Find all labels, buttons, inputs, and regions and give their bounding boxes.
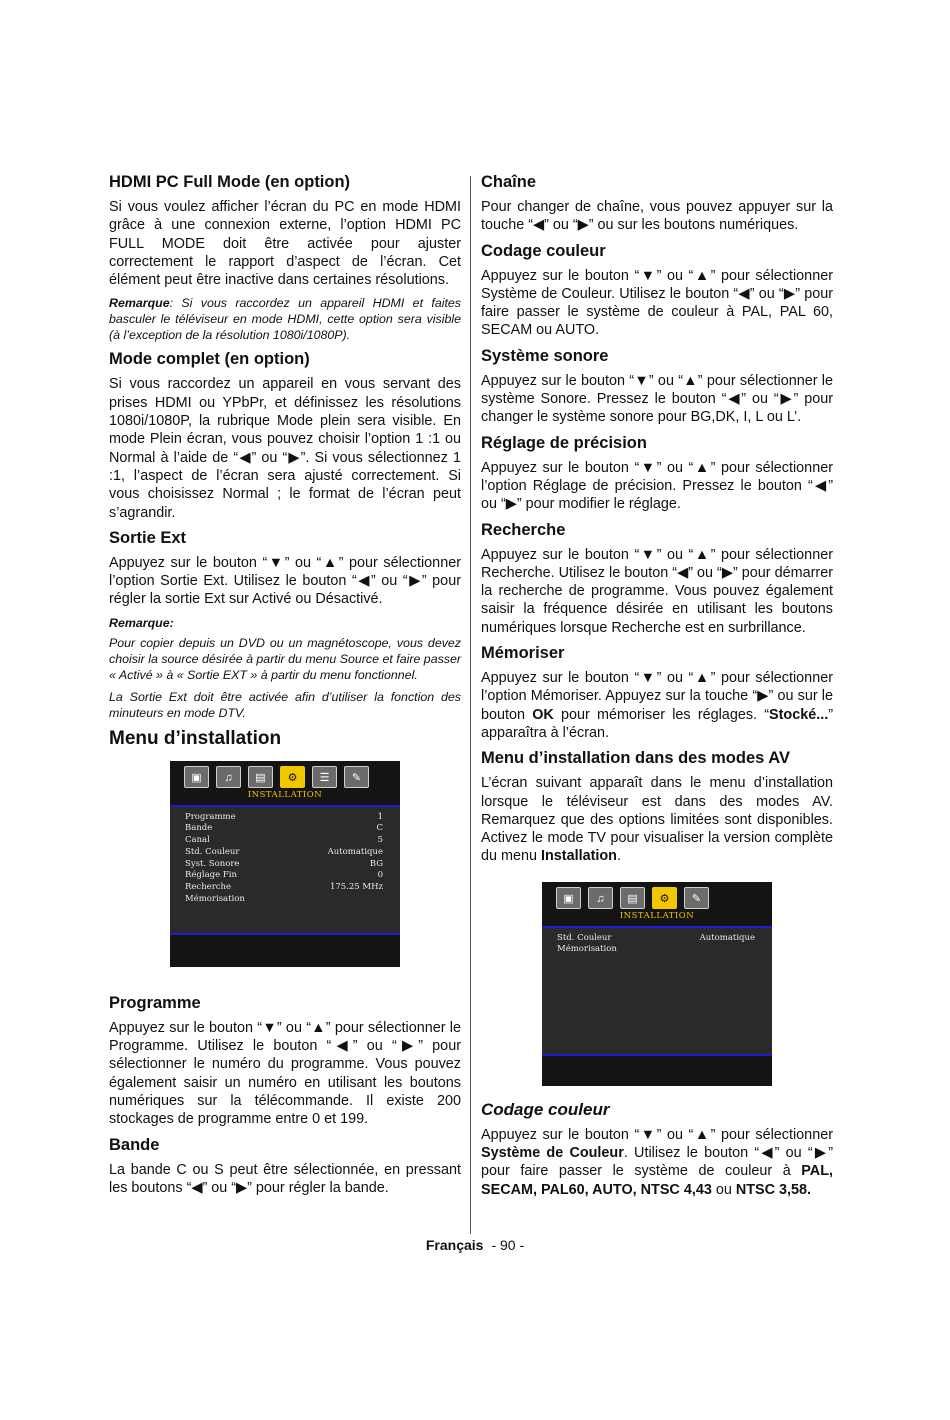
codage-couleur-av-text bbox=[481, 1126, 833, 1199]
codage-av-text-3: ou bbox=[711, 1181, 736, 1198]
programme-heading: Programme bbox=[109, 993, 201, 1012]
osd-row-label: Mémorisation bbox=[185, 893, 245, 904]
memoriser-text-3: ” apparaîtra à l’écran. bbox=[481, 706, 833, 741]
osd-menu-row bbox=[185, 835, 383, 847]
memoriser-text-2: pour mémoriser les réglages. “ bbox=[553, 706, 770, 723]
osd-menu-row bbox=[185, 847, 383, 859]
codage-couleur-av-heading: Codage couleur bbox=[481, 1099, 610, 1119]
osd-header bbox=[170, 761, 400, 805]
codage-couleur-text: Appuyez sur le bouton “▼” ou “▲” pour sélectionner Système de Couleur. Utilisez le bouton “◀” ou “▶” pour faire passer le système de couleur à PAL, PAL 60, SECAM ou AUTO. bbox=[481, 267, 833, 339]
reglage-precision-heading: Réglage de précision bbox=[481, 433, 647, 452]
osd-menu-row bbox=[557, 944, 755, 956]
sortie-ext-heading: Sortie Ext bbox=[109, 528, 187, 547]
osd-menu-row bbox=[185, 812, 383, 824]
codage-av-bold-3: NTSC 3,58. bbox=[735, 1181, 812, 1198]
osd-menu-row bbox=[557, 933, 755, 945]
osd-row-label: Canal bbox=[185, 835, 210, 846]
tv-icon: ▣ bbox=[556, 887, 581, 909]
hdmi-pc-full-mode-text: Si vous voulez afficher l’écran du PC en mode HDMI grâce à une connexion externe, l’option HDMI PC FULL MODE doit être activée pour ajuster correctement le rapport d’aspect de l’écran. Cet élément peut être inactive dans certaines résolutions. bbox=[109, 199, 461, 289]
osd-menu-row bbox=[185, 859, 383, 871]
menu-installation-heading: Menu d’installation bbox=[109, 727, 282, 749]
codage-couleur-heading: Codage couleur bbox=[481, 241, 606, 260]
sortie-note-2: La Sortie Ext doit être activée afin d’utiliser la fonction des minuteurs en mode DTV. bbox=[109, 689, 461, 720]
source-icon: ✎ bbox=[684, 887, 709, 909]
osd-separator-top bbox=[170, 805, 400, 807]
bande-text: La bande C ou S peut être sélectionnée, en pressant les boutons “◀” ou “▶” pour régler la bande. bbox=[109, 1161, 461, 1196]
osd-row-label: Programme bbox=[185, 811, 236, 822]
memoriser-ok: OK bbox=[532, 706, 554, 723]
osd-row-label: Mémorisation bbox=[557, 944, 617, 955]
osd-row-value: 1 bbox=[377, 811, 383, 822]
osd-menu-row bbox=[185, 870, 383, 882]
av-menu-heading: Menu d’installation dans des modes AV bbox=[481, 749, 790, 768]
osd-menu-row bbox=[185, 882, 383, 894]
music-icon: ♫ bbox=[588, 887, 613, 909]
mode-complet-text: Si vous raccordez un appareil en vous servant des prises HDMI ou YPbPr, et définissez les résolutions 1080i/1080P, la rubrique Mode plein sera visible. En mode Plein écran, vous pouvez choisir l’option 1 :1 ou Normal à l’aide de “◀” ou “▶”. Si vous sélectionnez 1 :1, l’aspect de l’écran sera ajusté correctement. Si vous choisissez Normal ; le format de l’écran peut s’agrandir. bbox=[109, 376, 461, 521]
reglage-precision-text: Appuyez sur le bouton “▼” ou “▲” pour sélectionner l’option Réglage de précision. Pressez le bouton “◀” ou “▶” pour modifier le réglage. bbox=[481, 459, 833, 513]
osd-row-label: Recherche bbox=[185, 881, 232, 892]
memoriser-text-1: Appuyez sur le bouton “▼” ou “▲” pour sélectionner l’option Mémoriser. Appuyez sur la touche “▶” ou sur le bouton bbox=[481, 670, 833, 723]
settings-icon: ⚙ bbox=[652, 887, 677, 909]
systeme-sonore-text: Appuyez sur le bouton “▼” ou “▲” pour sélectionner le système Sonore. Pressez le bouton “◀” ou “▶” pour changer le système sonore pour BG,DK, I, L ou L’. bbox=[481, 372, 833, 426]
osd-row-value: C bbox=[376, 823, 383, 834]
settings-icon: ⚙ bbox=[280, 766, 305, 788]
osd-row-value: 5 bbox=[377, 835, 383, 846]
osd-row-value: Automatique bbox=[699, 932, 755, 943]
sortie-note-1: Pour copier depuis un DVD ou un magnétoscope, vous devez choisir la source désirée à partir du menu Source et faire passer « Activé » à « Sortie EXT » à partir du menu fonctionnel. bbox=[109, 635, 461, 682]
page-footer bbox=[0, 1237, 950, 1253]
osd-rows bbox=[557, 933, 755, 956]
osd-header bbox=[542, 882, 772, 926]
osd-footer bbox=[542, 1056, 772, 1086]
osd-row-label: Std. Couleur bbox=[185, 846, 240, 857]
osd-row-label: Réglage Fin bbox=[185, 870, 237, 881]
hdmi-note bbox=[109, 295, 461, 343]
left-column bbox=[109, 172, 461, 1203]
systeme-sonore-heading: Système sonore bbox=[481, 346, 609, 365]
source-icon: ✎ bbox=[344, 766, 369, 788]
sortie-ext-text: Appuyez sur le bouton “▼” ou “▲” pour sélectionner l’option Sortie Ext. Utilisez le bouton “◀” ou “▶” pour régler la sortie Ext sur Activé ou Désactivé. bbox=[109, 554, 461, 608]
osd-icon-bar bbox=[556, 887, 709, 909]
sortie-note-label: Remarque: bbox=[109, 615, 174, 630]
osd-separator-top bbox=[542, 926, 772, 928]
hdmi-pc-full-mode-heading: HDMI PC Full Mode (en option) bbox=[109, 173, 351, 191]
list-icon: ☰ bbox=[312, 766, 337, 788]
picture-icon: ▤ bbox=[620, 887, 645, 909]
page-number: - 90 - bbox=[491, 1237, 525, 1253]
picture-icon: ▤ bbox=[248, 766, 273, 788]
programme-text: Appuyez sur le bouton “▼” ou “▲” pour sélectionner le Programme. Utilisez le bouton “◀” ou “▶” pour sélectionner le numéro du programme. Vous pouvez également saisir un numéro en utilisant les boutons numériques sur la télécommande. Il existe 200 stockages de programme entre 0 et 199. bbox=[109, 1019, 461, 1128]
music-icon: ♫ bbox=[216, 766, 241, 788]
bande-heading: Bande bbox=[109, 1135, 160, 1154]
osd-row-label: Syst. Sonore bbox=[185, 858, 240, 869]
osd-menu-row bbox=[185, 823, 383, 835]
hdmi-note-text: : Si vous raccordez un appareil HDMI et faites basculer le téléviseur en mode HDMI, cette option sera visible (à l’exception de la résolution 1080i/1080P). bbox=[109, 296, 461, 343]
av-menu-text-2: . bbox=[616, 848, 621, 865]
chaine-text: Pour changer de chaîne, vous pouvez appuyer sur la touche “◀” ou “▶” ou sur les boutons numériques. bbox=[481, 199, 833, 234]
footer-language: Français bbox=[425, 1237, 484, 1253]
osd-icon-bar bbox=[184, 766, 369, 788]
recherche-text: Appuyez sur le bouton “▼” ou “▲” pour sélectionner Recherche. Utilisez le bouton “◀” ou “▶” pour démarrer la recherche de programme. Vous pouvez également saisir la fréquence désirée en utilisant les boutons numériques lorsque Recherche est en surbrillance. bbox=[481, 546, 833, 636]
av-menu-installation: Installation bbox=[541, 848, 617, 865]
osd-row-label: Bande bbox=[185, 823, 213, 834]
chaine-heading: Chaîne bbox=[481, 173, 537, 191]
recherche-heading: Recherche bbox=[481, 520, 566, 539]
codage-av-text-2: . Utilisez le bouton “◀” ou “▶” pour faire passer le système de couleur à bbox=[481, 1145, 834, 1180]
osd-row-value: 0 bbox=[377, 870, 383, 881]
av-menu-text-1: L’écran suivant apparaît dans le menu d’installation lorsque le téléviseur est dans des modes AV. Remarquez que des options limitées sont disponibles. Activez le mode TV pour visualiser la version complète du menu bbox=[481, 775, 833, 865]
codage-av-bold-1: Système de Couleur bbox=[481, 1145, 624, 1162]
osd-row-value: Automatique bbox=[327, 846, 383, 857]
osd-row-label: Std. Couleur bbox=[557, 932, 612, 943]
osd-rows bbox=[185, 812, 383, 906]
osd-row-value: BG bbox=[369, 858, 383, 869]
memoriser-stocke: Stocké... bbox=[769, 706, 829, 723]
hdmi-note-label: Remarque bbox=[109, 296, 170, 311]
tv-icon: ▣ bbox=[184, 766, 209, 788]
memoriser-text bbox=[481, 669, 833, 742]
osd-row-value: 175.25 MHz bbox=[329, 881, 383, 892]
codage-av-text-1: Appuyez sur le bouton “▼” ou “▲” pour sélectionner bbox=[481, 1126, 833, 1143]
osd-title: INSTALLATION bbox=[247, 789, 323, 800]
memoriser-heading: Mémoriser bbox=[481, 644, 565, 663]
codage-av-bold-2: PAL, SECAM, PAL60, AUTO, NTSC 4,43 bbox=[481, 1163, 833, 1198]
osd-menu-row bbox=[185, 894, 383, 906]
av-installation-menu-screenshot bbox=[542, 882, 772, 1086]
osd-title: INSTALLATION bbox=[619, 910, 695, 921]
column-divider bbox=[470, 176, 471, 1234]
right-column bbox=[481, 172, 833, 1205]
installation-menu-screenshot bbox=[170, 761, 400, 967]
mode-complet-heading: Mode complet (en option) bbox=[109, 350, 310, 369]
av-menu-text bbox=[481, 774, 833, 865]
osd-footer bbox=[170, 935, 400, 967]
